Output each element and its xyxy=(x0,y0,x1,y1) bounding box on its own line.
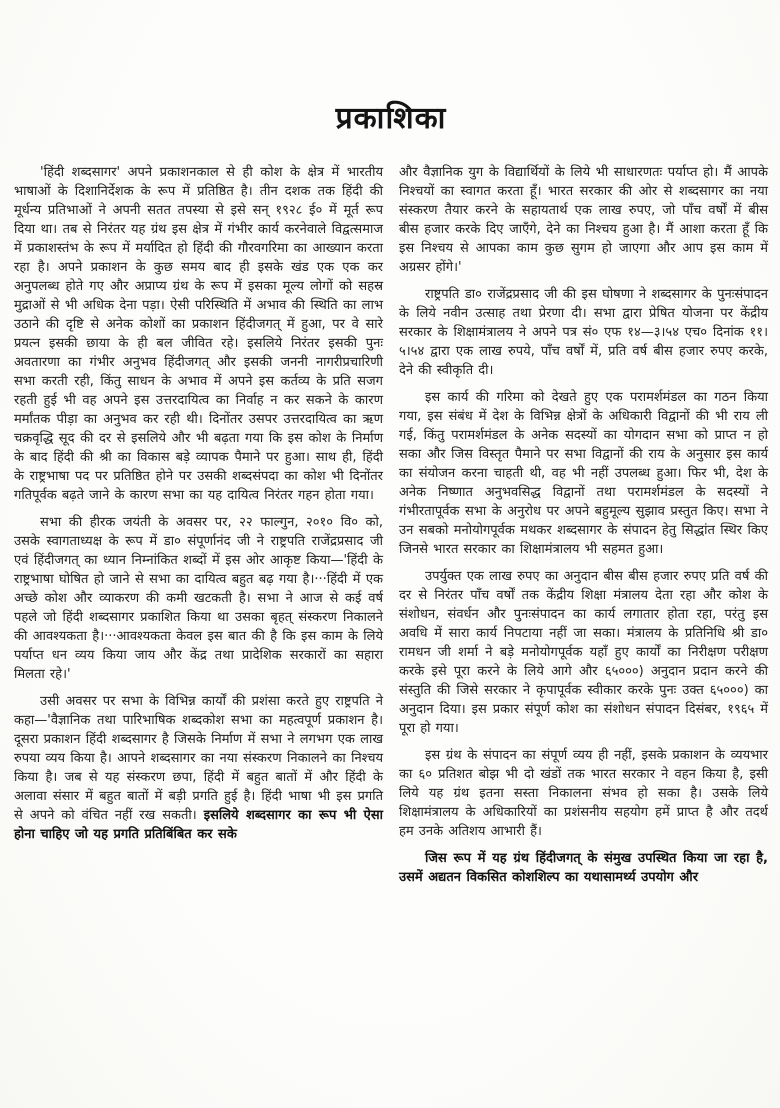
page-title: प्रकाशिका xyxy=(335,101,447,136)
right-column xyxy=(399,163,768,887)
paragraph-president-quote-main: उसी अवसर पर सभा के विभिन्न कार्यों की प्रशंसा करते हुए राष्ट्रपति ने कहा—'वैज्ञानिक तथा पारिभाषिक शब्दकोश सभा का महत्वपूर्ण प्रकाशन है। दूसरा प्रकाशन हिंदी शब्दसागर है जिसके निर्माण में सभा ने लगभग एक लाख रुपया व्यय किया है। आपने शब्दसागर का नया संस्करण निकालने का निश्चय किया है। जब से यह संस्करण छपा, हिंदी में बहुत बातों में और हिंदी के अलावा संसार में बहुत बातों में बड़ी प्रगति हुई है। हिंदी भाषा भी इस प्रगति से अपने को वंचित नहीं रख सकती। xyxy=(14,694,383,823)
paragraph-diamond-jubilee: सभा की हीरक जयंती के अवसर पर, २२ फाल्गुन, २०१० वि० को, उसके स्वागताध्यक्ष के रूप में डा० संपूर्णानंद जी ने राष्ट्रपति राजेंद्रप्रसाद जी एवं हिंदीजगत् का ध्यान निम्नांकित शब्दों में इस ओर आकृष्ट किया—'हिंदी के राष्ट्रभाषा घोषित हो जाने से सभा का दायित्व बहुत बढ़ गया है।···हिंदी में एक अच्छे कोश और व्याकरण की कमी खटकती है। सभा ने आज से कई वर्ष पहले जो हिंदी शब्दसागर प्रकाशित किया था उसका बृहत् संस्करण निकालने की आवश्यकता है।···आवश्यकता केवल इस बात की है कि इस काम के लिये पर्याप्त धन व्यय किया जाय और केंद्र तथा प्रादेशिक सरकारों का सहारा मिलता रहे।' xyxy=(14,515,383,682)
paragraph-president-quote-bold-tail: इसलिये शब्दसागर का रूप भी ऐसा होना चाहिए जो यह प्रगति प्रतिबिंबित कर सके xyxy=(14,808,383,842)
left-column xyxy=(14,163,383,887)
paragraph-government-grant: राष्ट्रपति डा० राजेंद्रप्रसाद जी की इस घोषणा ने शब्दसागर के पुनःसंपादन के लिये नवीन उत्साह तथा प्रेरणा दी। सभा द्वारा प्रेषित योजना पर केंद्रीय सरकार के शिक्षामंत्रालय ने अपने पत्र सं० एफ १४—३।५४ एच० दिनांक ११।५।५४ द्वारा एक लाख रुपये, पाँच वर्षों में, प्रति वर्ष बीस हजार रुपए करके, देने की स्वीकृति दी। xyxy=(399,287,768,378)
paragraph-publication-cost: इस ग्रंथ के संपादन का संपूर्ण व्यय ही नहीं, इसके प्रकाशन के व्ययभार का ६० प्रतिशत बोझ भी दो खंडों तक भारत सरकार ने वहन किया है, इसी लिये यह ग्रंथ इतना सस्ता निकालना संभव हो सका है। उसके लिये शिक्षामंत्रालय के अधिकारियों का प्रशंसनीय सहयोग हमें प्राप्त है और तदर्थ हम उनके अतिशय आभारी हैं। xyxy=(399,748,768,839)
paragraph-intro: 'हिंदी शब्दसागर' अपने प्रकाशनकाल से ही कोश के क्षेत्र में भारतीय भाषाओं के दिशानिर्देशक के रूप में प्रतिष्ठित है। तीन दशक तक हिंदी की मूर्धन्य प्रतिभाओं ने अपनी सतत तपस्या से इसे सन् १९२८ ई० में मूर्त रूप दिया था। तब से निरंतर यह ग्रंथ इस क्षेत्र में गंभीर कार्य करनेवाले विद्वत्समाज में प्रकाशस्तंभ के रूप में मर्यादित हो हिंदी की गौरवगरिमा का आख्यान करता रहा है। अपने प्रकाशन के कुछ समय बाद ही इसके खंड एक एक कर अनुपलब्ध होते गए और अप्राप्य ग्रंथ के रूप में इसका मूल्य लोगों को सहस्र मुद्राओं से भी अधिक देना पड़ा। ऐसी परिस्थिति में अभाव की स्थिति का लाभ उठाने की दृष्टि से अनेक कोशों का प्रकाशन हिंदीजगत् में हुआ, पर वे सारे प्रयत्न इसकी छाया के ही बल जीवित रहे। इसलिये निरंतर इसकी पुनः अवतारणा का गंभीर अनुभव हिंदीजगत् और इसकी जननी नागरीप्रचारिणी सभा करती रही, किंतु साधन के अभाव में अपने इस कर्तव्य के प्रति सजग रहती हुई भी वह अपने इस उत्तरदायित्व का निर्वाह न कर सकने के कारण मर्मांतक पीड़ा का अनुभव कर रही थी। दिनोंतर उसपर उत्तरदायित्व का ऋण चक्रवृद्धि सूद की दर से इसलिये और भी बढ़ता गया कि इस कोश के निर्माण के बाद हिंदी की श्री का विकास बड़े व्यापक पैमाने पर हुआ। साथ ही, हिंदी के राष्ट्रभाषा पद पर प्रतिष्ठित होने पर उसकी शब्दसंपदा का कोश भी दिनोंतर गतिपूर्वक बढ़ते जाने के कारण सभा का यह दायित्व निरंतर गहन होता गया। xyxy=(14,165,383,503)
paragraph-closing: जिस रूप में यह ग्रंथ हिंदीजगत् के संमुख उपस्थित किया जा रहा है, उसमें अद्यतन विकसित कोशशिल्प का यथासामर्थ्य उपयोग और xyxy=(399,851,768,885)
two-column-layout xyxy=(14,163,768,887)
paragraph-quote-continuation: और वैज्ञानिक युग के विद्यार्थियों के लिये भी साधारणतः पर्याप्त हो। मैं आपके निश्चयों का स्वागत करता हूँ। भारत सरकार की ओर से शब्दसागर का नया संस्करण तैयार करने के सहायतार्थ एक लाख रुपए, जो पाँच वर्षों में बीस बीस हजार करके दिए जाएँगे, देने का निश्चय हुआ है। मैं आशा करता हूँ कि इस निश्चय से आपका काम कुछ सुगम हो जाएगा और आप इस काम में अग्रसर होंगे।' xyxy=(399,165,768,275)
paragraph-advisory-board: इस कार्य की गरिमा को देखते हुए एक परामर्शमंडल का गठन किया गया, इस संबंध में देश के विभिन्न क्षेत्रों के अधिकारी विद्वानों की भी राय ली गई, किंतु परामर्शमंडल के अनेक सदस्यों का योगदान सभा को प्राप्त न हो सका और जिस विस्तृत पैमाने पर सभा विद्वानों की राय के अनुसार इस कार्य का संयोजन करना चाहती थी, वह भी नहीं उपलब्ध हुआ। फिर भी, देश के अनेक निष्णात अनुभवसिद्ध विद्वानों तथा परामर्शमंडल के सदस्यों ने गंभीरतापूर्वक सभा के अनुरोध पर अपने बहुमूल्य सुझाव प्रस्तुत किए। सभा ने उन सबको मनोयोगपूर्वक मथकर शब्दसागर के संपादन हेतु सिद्धांत स्थिर किए जिनसे भारत सरकार का शिक्षामंत्रालय भी सहमत हुआ। xyxy=(399,390,768,557)
paragraph-president-quote xyxy=(14,692,383,844)
paragraph-grant-usage: उपर्युक्त एक लाख रुपए का अनुदान बीस बीस हजार रुपए प्रति वर्ष की दर से निरंतर पाँच वर्षों तक केंद्रीय शिक्षा मंत्रालय देता रहा और कोश के संशोधन, संवर्धन और पुनःसंपादन का कार्य लगातार होता रहा, परंतु इस अवधि में सारा कार्य निपटाया नहीं जा सका। मंत्रालय के प्रतिनिधि श्री डा० रामधन जी शर्मा ने बड़े मनोयोगपूर्वक यहाँ हुए कार्यों का निरीक्षण परीक्षण करके इसे पूरा करने के लिये आगे और ६५०००) अनुदान प्रदान करने की संस्तुति की जिसे सरकार ने कृपापूर्वक स्वीकार करके पुनः उक्त ६५०००) का अनुदान दिया। इस प्रकार संपूर्ण कोश का संशोधन संपादन दिसंबर, १९६५ में पूरा हो गया। xyxy=(399,569,768,736)
